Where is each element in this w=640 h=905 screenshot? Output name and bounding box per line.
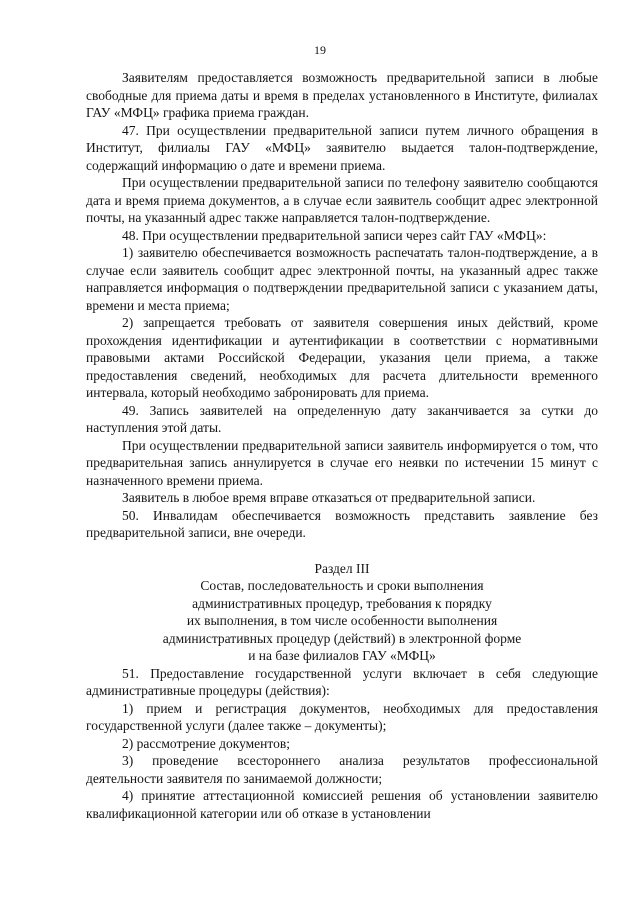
section-title: Раздел III (314, 560, 370, 576)
paragraph-refusal-right: Заявитель в любое время вправе отказаться от предварительной записи. (122, 490, 536, 505)
paragraph-51-item-4: 4) принятие аттестационной комиссией решения об установлении заявителю квалификационной категории или об отказе в установлении (86, 788, 598, 821)
paragraph-51: 51. Предоставление государственной услуги включает в себя следующие административные процедуры (действия): (86, 665, 598, 698)
paragraph-appointment-possibility: Заявителям предоставляется возможность предварительной записи в любые свободные для приема даты и время в пределах установленного в Институте, филиалах ГАУ «МФЦ» графика приема граждан. (86, 70, 598, 120)
document-body (86, 69, 598, 822)
paragraph-phone-appointment: При осуществлении предварительной записи по телефону заявителю сообщаются дата и время приема документов, а в случае если заявитель сообщит адрес электронной почты, на указанный адрес также направляется талон-подтверждение. (86, 175, 598, 225)
paragraph-51-item-1: 1) прием и регистрация документов, необходимых для предоставления государственной услуги (далее также – документы); (86, 700, 598, 733)
section-heading-line: и на базе филиалов ГАУ «МФЦ» (248, 648, 436, 663)
section-heading-line: административных процедур (действий) в электронной форме (162, 630, 522, 646)
section-heading-line: Состав, последовательность и сроки выполнения (200, 578, 484, 593)
page-number: 19 (314, 43, 326, 57)
paragraph-48-item-1: 1) заявителю обеспечивается возможность распечатать талон-подтверждение, а в случае если заявитель сообщит адрес электронной почты, на указанный адрес также направляется информация о подтверждении предварительной записи с указанием даты, времени и места приема; (86, 245, 598, 313)
paragraph-48-item-2: 2) запрещается требовать от заявителя совершения иных действий, кроме прохождения идентификации и аутентификации в соответствии с нормативными правовыми актами Российской Федерации, указания цели приема, а также предоставления сведений, необходимых для расчета длительности временного интервала, который необходимо забронировать для приема. (86, 315, 598, 400)
paragraph-47: 47. При осуществлении предварительной записи путем личного обращения в Институт, филиалы ГАУ «МФЦ» заявителю выдается талон-подтверждение, содержащий информацию о дате и времени приема. (86, 122, 598, 173)
paragraph-48: 48. При осуществлении предварительной записи через сайт ГАУ «МФЦ»: (122, 227, 547, 243)
section-heading-line: административных процедур, требования к порядку (192, 595, 492, 611)
paragraph-50: 50. Инвалидам обеспечивается возможность представить заявление без предварительной записи, вне очереди. (86, 507, 598, 540)
paragraph-51-item-2: 2) рассмотрение документов; (122, 735, 290, 751)
paragraph-51-item-3: 3) проведение всестороннего анализа результатов профессиональной деятельности заявителя по занимаемой должности; (86, 753, 598, 786)
paragraph-49: 49. Запись заявителей на определенную дату заканчивается за сутки до наступления этой даты. (86, 402, 598, 435)
section-heading (86, 560, 598, 665)
paragraph-cancellation-notice: При осуществлении предварительной записи заявитель информируется о том, что предварительная запись аннулируется в случае его неявки по истечении 15 минут с назначенного времени приема. (86, 437, 598, 488)
section-heading-line: их выполнения, в том числе особенности выполнения (186, 613, 498, 628)
